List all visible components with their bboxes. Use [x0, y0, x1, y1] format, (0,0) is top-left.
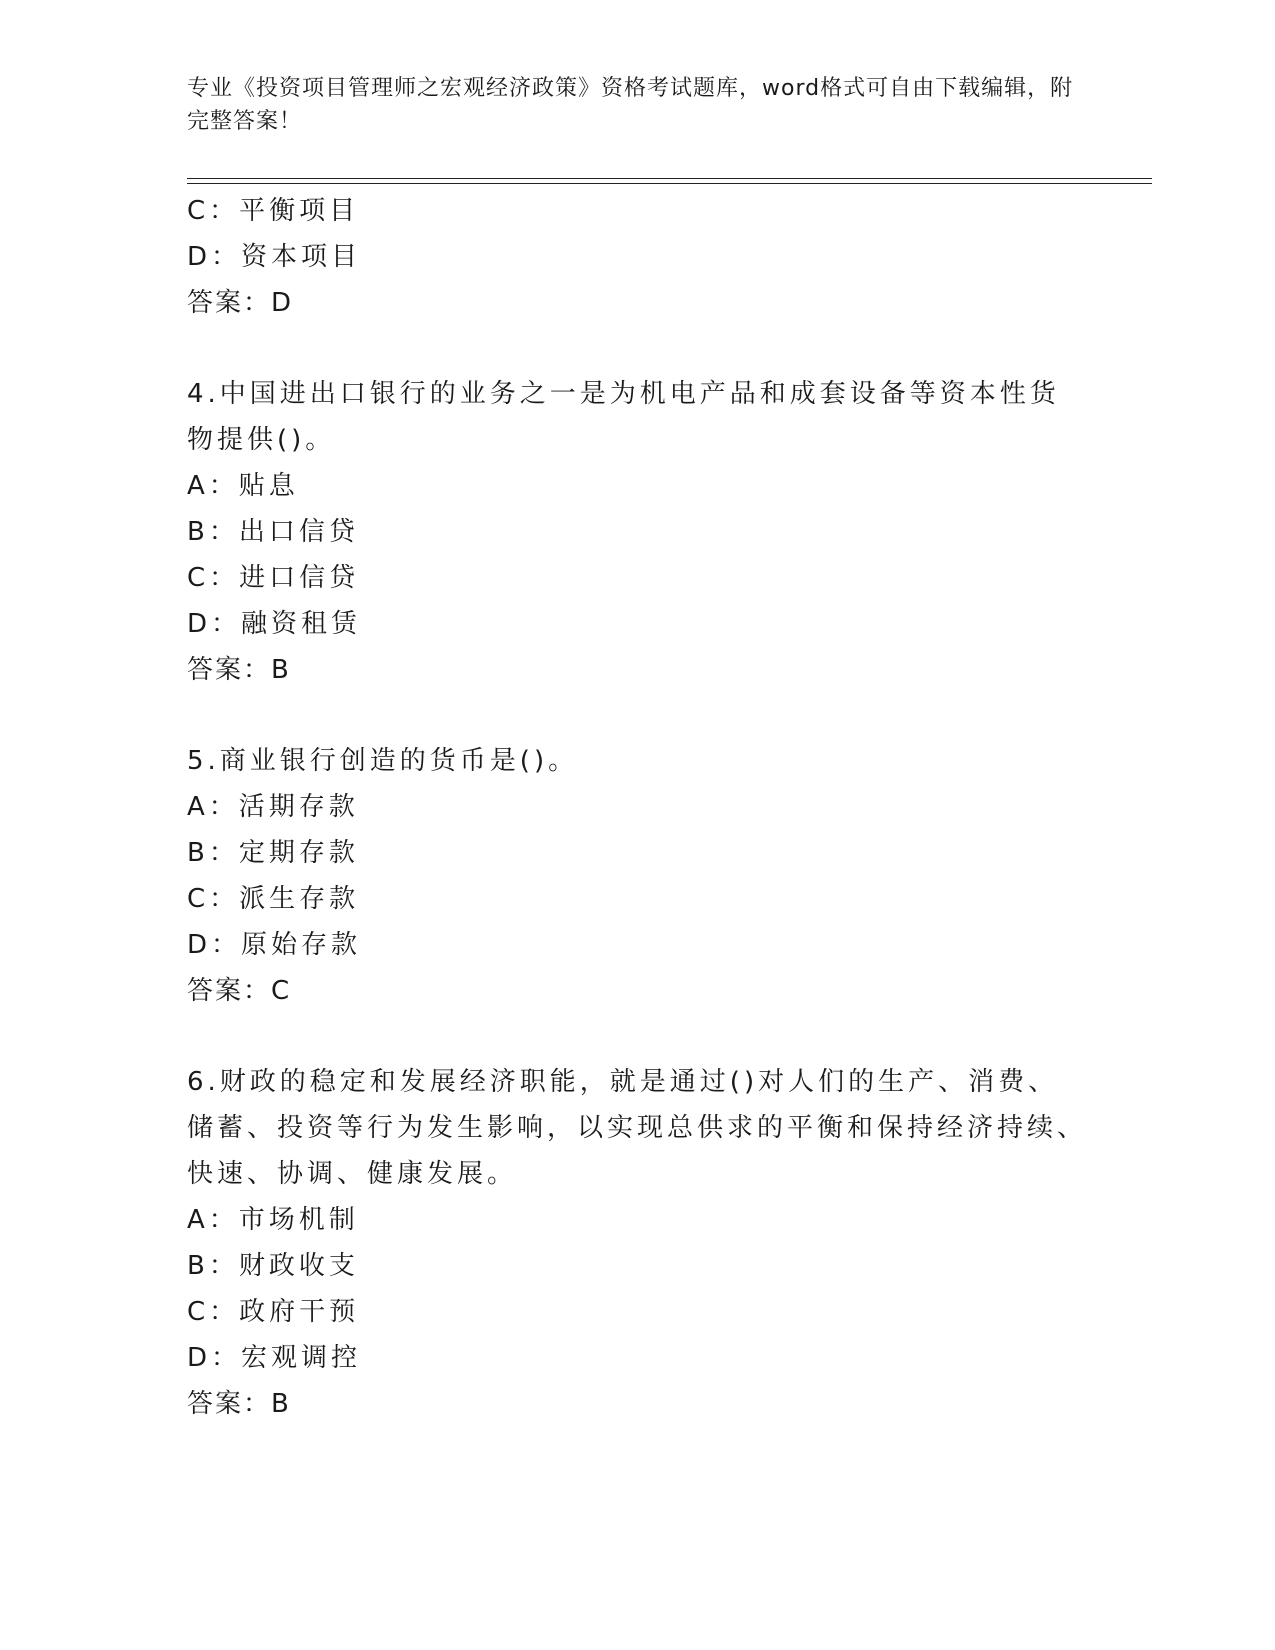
header-rule-bottom — [187, 183, 1152, 184]
option-b: B：定期存款 — [187, 838, 359, 868]
question-gap — [187, 693, 1087, 738]
option-d: D：原始存款 — [187, 930, 362, 960]
option-d: D：融资租赁 — [187, 609, 362, 639]
header-rule-top — [187, 178, 1152, 179]
document-header: 专业《投资项目管理师之宏观经济政策》资格考试题库，word格式可自由下载编辑，附完整答案！ — [187, 76, 1074, 134]
option-a: A：活期存款 — [187, 792, 359, 822]
question-stem: 5.商业银行创造的货币是()。 — [187, 746, 579, 776]
question-4 — [187, 371, 1087, 693]
option-d: D：宏观调控 — [187, 1343, 362, 1373]
question-5 — [187, 738, 1087, 1014]
option-b: B：出口信贷 — [187, 517, 359, 547]
question-6 — [187, 1059, 1087, 1427]
answer-line: 答案：B — [187, 1389, 291, 1419]
option-a: A：贴息 — [187, 471, 299, 501]
option-a: A：市场机制 — [187, 1205, 359, 1235]
option-c: C：派生存款 — [187, 884, 360, 914]
option-c: C：平衡项目 — [187, 196, 360, 226]
option-c: C：进口信贷 — [187, 563, 360, 593]
question-gap — [187, 326, 1087, 371]
option-d: D：资本项目 — [187, 242, 362, 272]
answer-line: 答案：D — [187, 288, 294, 318]
question-3-continued — [187, 188, 1087, 326]
answer-line: 答案：C — [187, 976, 292, 1006]
question-gap — [187, 1014, 1087, 1059]
option-b: B：财政收支 — [187, 1251, 359, 1281]
answer-line: 答案：B — [187, 655, 291, 685]
question-stem: 4.中国进出口银行的业务之一是为机电产品和成套设备等资本性货物提供()。 — [187, 379, 1060, 455]
question-stem: 6.财政的稳定和发展经济职能，就是通过()对人们的生产、消费、储蓄、投资等行为发生影响，以实现总供求的平衡和保持经济持续、快速、协调、健康发展。 — [187, 1067, 1088, 1189]
question-list — [187, 188, 1087, 1427]
option-c: C：政府干预 — [187, 1297, 360, 1327]
